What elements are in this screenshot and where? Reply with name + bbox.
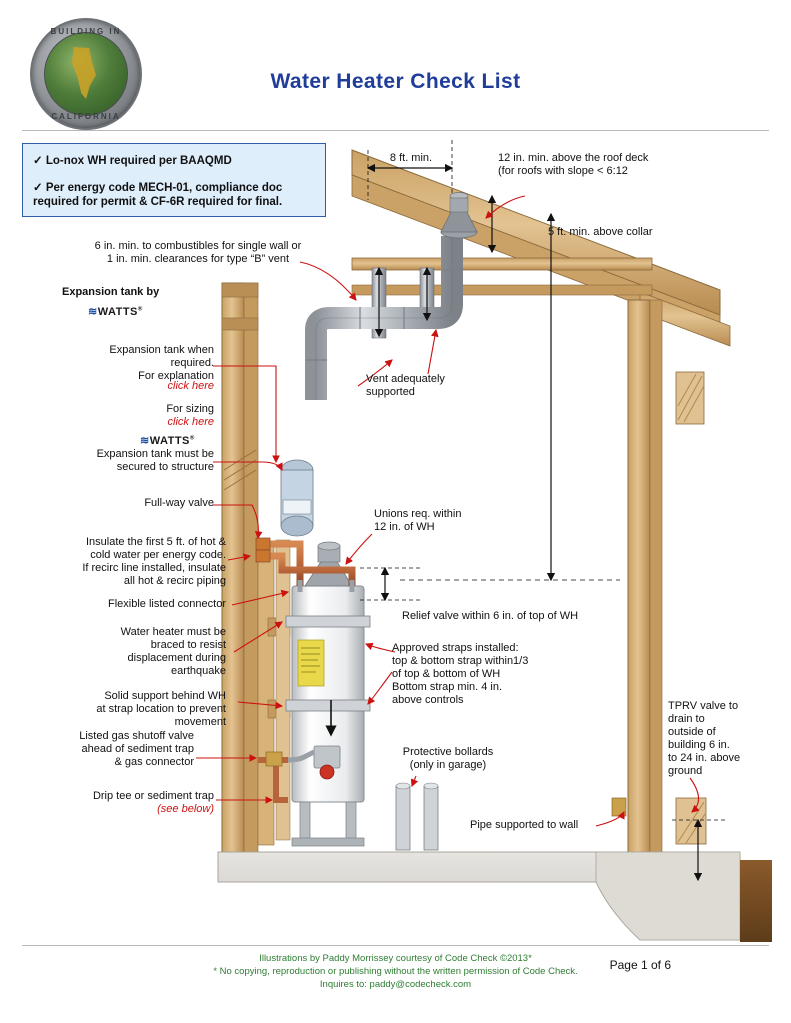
dim-label-12in-roof: 12 in. min. above the roof deck (for roofs with slope < 6:12 bbox=[498, 152, 649, 177]
bollard-2 bbox=[424, 786, 438, 850]
control-knob bbox=[320, 765, 334, 779]
note-line-1: ✓ Lo-nox WH required per BAAQMD bbox=[33, 155, 232, 167]
leader-bollards bbox=[412, 776, 416, 786]
seismic-strap-top bbox=[286, 616, 370, 627]
callout-full-way-valve: Full-way valve bbox=[144, 497, 214, 509]
dim-label-8ft: 8 ft. min. bbox=[389, 152, 433, 164]
leader-unions bbox=[346, 534, 372, 564]
seal-bottom-text: CALIFORNIA bbox=[51, 112, 121, 121]
callout-straps: Approved straps installed: top & bottom strap within1/3 of top & bottom of WH Bottom strap min. 4 in. above controls bbox=[392, 642, 529, 706]
foundation-stem-wall bbox=[596, 852, 740, 940]
leader-vent-clearance bbox=[300, 262, 356, 300]
energy-guide-label bbox=[298, 640, 324, 686]
collar-tie bbox=[352, 258, 652, 270]
valve-body-2 bbox=[256, 550, 270, 562]
collar-tie-2 bbox=[352, 285, 652, 295]
wall-post-right bbox=[628, 300, 650, 855]
bollard-1-top bbox=[396, 783, 410, 789]
bollard-1 bbox=[396, 786, 410, 850]
callout-solid-support: Solid support behind WH at strap location to prevent movement bbox=[96, 690, 226, 728]
expansion-tank-bottom bbox=[281, 516, 313, 536]
footer-line-1: Illustrations by Paddy Morrissey courtesy of Code Check ©2013* bbox=[259, 953, 532, 964]
callout-drip-tee: Drip tee or sediment trap bbox=[92, 790, 214, 802]
watts-logo-bottom: ≋WATTS® bbox=[140, 435, 195, 447]
tank-base bbox=[292, 838, 364, 846]
wall-blocking-left bbox=[222, 318, 258, 330]
soil-block bbox=[740, 860, 772, 942]
full-way-valve bbox=[256, 538, 270, 550]
bollard-2-top bbox=[424, 783, 438, 789]
callout-see-below: (see below) bbox=[157, 803, 214, 815]
wall-stud-left-side bbox=[244, 283, 258, 853]
callout-vent-supported: Vent adequately supported bbox=[366, 373, 445, 398]
callout-expansion-when: Expansion tank when required. For explanation bbox=[109, 344, 214, 382]
callout-for-sizing: For sizing bbox=[166, 403, 214, 415]
watts-logo-top: ≋WATTS® bbox=[88, 306, 143, 318]
callout-tprv: TPRV valve to drain to outside of building 6 in. to 24 in. above ground bbox=[668, 700, 741, 777]
tank-leg-left bbox=[300, 802, 310, 840]
gas-shutoff-valve bbox=[266, 752, 282, 766]
footer-line-3: Inquires to: paddy@codecheck.com bbox=[319, 979, 472, 990]
link-click-here-1[interactable]: click here bbox=[167, 380, 214, 392]
note-line-2: ✓ Per energy code MECH-01, compliance doc required for permit & CF-6R required for final. bbox=[33, 182, 283, 208]
callout-expansion-secured: Expansion tank must be secured to structure bbox=[96, 448, 214, 473]
callout-pipe-supported: Pipe supported to wall bbox=[470, 819, 579, 831]
callout-bollards: Protective bollards (only in garage) bbox=[402, 746, 494, 771]
callout-relief-valve: Relief valve within 6 in. of top of WH bbox=[402, 610, 579, 622]
draft-hood-top bbox=[318, 542, 340, 550]
leader-straps-bottom bbox=[368, 672, 392, 704]
vent-cap-body bbox=[450, 198, 468, 212]
link-click-here-2[interactable]: click here bbox=[167, 416, 214, 428]
page-title: Water Heater Check List bbox=[270, 70, 521, 93]
callout-gas-shutoff: Listed gas shutoff valve ahead of sediment trap & gas connector bbox=[79, 730, 194, 768]
leader-straps-top bbox=[366, 644, 395, 652]
dim-label-5ft-collar: 5 ft. min. above collar bbox=[548, 226, 653, 238]
seismic-strap-bottom bbox=[286, 700, 370, 711]
callout-insulate: Insulate the first 5 ft. of hot & cold water per energy code. If recirc line installed, insulate all hot & recirc piping bbox=[82, 536, 226, 587]
leader-vent-supported-2 bbox=[428, 330, 436, 374]
page-number: Page 1 of 6 bbox=[609, 958, 671, 972]
seal-top-text: BUILDING IN bbox=[50, 27, 122, 36]
callout-expansion-brand-label: Expansion tank by bbox=[62, 286, 160, 298]
pipe-support-clamp bbox=[612, 798, 626, 816]
footer-credits bbox=[0, 952, 791, 991]
wall-section-hatch-low bbox=[676, 798, 706, 844]
callout-flexible-connector: Flexible listed connector bbox=[107, 598, 226, 610]
callout-braced: Water heater must be braced to resist displacement during earthquake bbox=[120, 626, 226, 677]
expansion-tank-label bbox=[283, 500, 311, 514]
wall-post-right-side bbox=[650, 300, 662, 855]
footer-line-2: * No copying, reproduction or publishing without the written permission of Code Check. bbox=[213, 966, 578, 977]
callout-unions: Unions req. within 12 in. of WH bbox=[374, 508, 462, 533]
tank-leg-right bbox=[346, 802, 356, 840]
callout-vent-clearance: 6 in. min. to combustibles for single wall or 1 in. min. clearances for type “B” vent bbox=[94, 240, 302, 265]
